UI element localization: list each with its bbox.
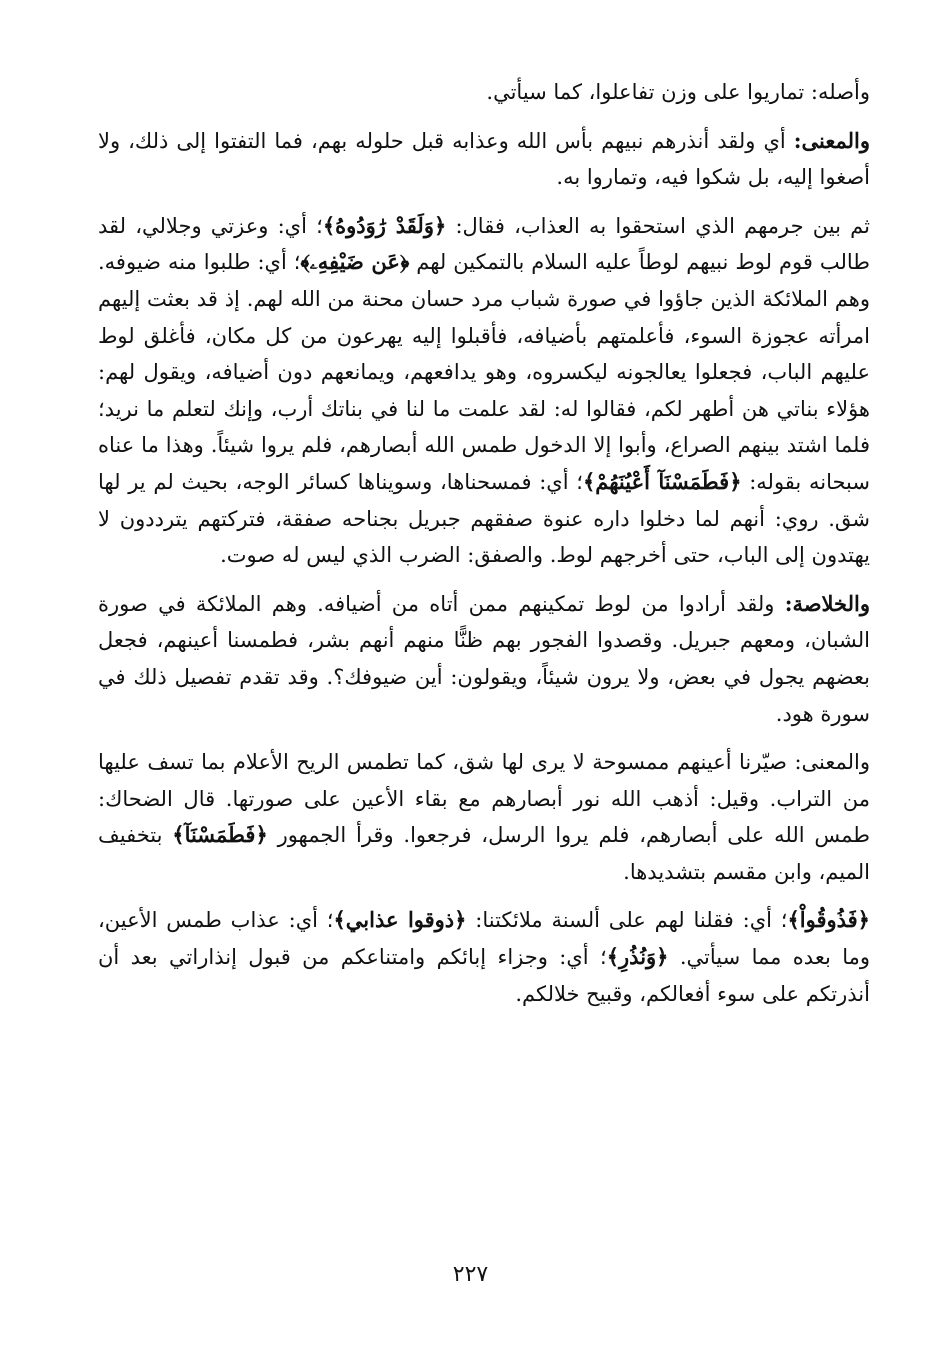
paragraph-text: ؛ أي: فقلنا لهم على ألسنة ملائكتنا: xyxy=(466,908,788,933)
paragraph-text: ؛ أي: عذاب طمس الأعين، وما بعده مما سيأتي. xyxy=(98,908,870,970)
quran-quote: ﴿فَذُوقُواْ﴾ xyxy=(787,907,870,933)
page-body xyxy=(98,74,870,1024)
quran-quote: ﴿وَلَقَدْ رَٰوَدُوهُ﴾ xyxy=(322,212,447,238)
paragraph-summary xyxy=(98,586,870,732)
paragraph-text: أي ولقد أنذرهم نبيهم بأس الله وعذابه قبل حلوله بهم، فما التفتوا إلى ذلك، ولا أصغوا إليه، بل شكوا فيه، وتماروا به. xyxy=(98,128,870,190)
quran-quote: ﴿عَن ضَيْفِهِۦ﴾ xyxy=(300,249,410,275)
quran-quote: ﴿ذوقوا عذابي﴾ xyxy=(333,907,467,933)
paragraph-text: ؛ أي: طلبوا منه ضيوفه. وهم الملائكة الذين جاؤوا في صورة شباب مرد حسان محنة من الله لهم. إذ قد بعثت إليهم امرأته عجوزة السوء، فأعلمتهم بأضيافه، فأقبلوا إليه يهرعون من كل مكان، فأغلق لوط عليهم الباب، فجعلوا يعالجونه ليكسروه، وهو يدافعهم، ويمانعهم دون أضيافه، ويقول لهم: هؤلاء بناتي هن أطهر لكم، فقالوا له: لقد علمت ما لنا في بناتك أرب، وإنك لتعلم ما نريد؛ فلما اشتد بينهم الصراع، وأبوا إلا الدخول طمس الله أبصارهم، فلم يروا شيئاً. وهذا ما عناه سبحانه بقوله: xyxy=(98,250,870,494)
quran-quote: ﴿وَنُذُرِ﴾ xyxy=(606,944,669,970)
paragraph-text: ولقد أرادوا من لوط تمكينهم ممن أتاه من أضيافه. وهم الملائكة في صورة الشبان، ومعهم جبريل. وقصدوا الفجور بهم ظنًّا منهم أنهم بشر، فطمسنا أعينهم، فجعل بعضهم يجول في بعض، ولا يرون شيئاً، ويقولون: أين ضيوفك؟. وقد تقدم تفصيل ذلك في سورة هود. xyxy=(98,591,870,726)
paragraph-explanation xyxy=(98,208,870,574)
paragraph-text: ؛ أي: وجزاء إبائكم وامتناعكم من قبول إنذاراتي بعد أن أنذرتكم على سوء أفعالكم، وقبيح خلالكم. xyxy=(98,945,870,1006)
paragraph-taste xyxy=(98,902,870,1012)
paragraph-meaning-2 xyxy=(98,744,870,890)
paragraph-text: ثم بين جرمهم الذي استحقوا به العذاب، فقال: xyxy=(446,213,870,238)
quran-quote: ﴿فَطَمَسْنَآ﴾ xyxy=(172,822,268,848)
paragraph-label: والخلاصة: xyxy=(784,590,870,616)
page-number: ٢٢٧ xyxy=(452,1262,489,1287)
paragraph-origin xyxy=(98,74,870,111)
paragraph-text: ؛ أي: وعزتي وجلالي، لقد طالب قوم لوط نبيهم لوطاً عليه السلام بالتمكين لهم xyxy=(98,213,870,275)
paragraph-text: بتخفيف الميم، وابن مقسم بتشديدها. xyxy=(98,823,870,884)
paragraph-label: والمعنى: xyxy=(793,127,870,153)
paragraph-text: ؛ أي: فمسحناها، وسويناها كسائر الوجه، بحيث لم ير لها شق. روي: أنهم لما دخلوا داره عنوة صفقهم جبريل بجناحه صفقة، فتركتهم يترددون لا يهتدون إلى الباب، حتى أخرجهم لوط. والصفق: الضرب الذي ليس له صوت. xyxy=(98,469,870,568)
paragraph-text: وأصله: تماريوا على وزن تفاعلوا، كما سيأتي. xyxy=(486,80,870,104)
paragraph-meaning xyxy=(98,123,870,196)
paragraph-text: والمعنى: صيّرنا أعينهم ممسوحة لا يرى لها شق، كما تطمس الريح الأعلام بما تسف عليها من التراب. وقيل: أذهب الله نور أبصارهم مع بقاء الأعين على صورتها. قال الضحاك: طمس الله على أبصارهم، فلم يروا الرسل، فرجعوا. وقرأ الجمهور xyxy=(98,750,870,848)
quran-quote: ﴿فَطَمَسْنَآ أَعْيُنَهُمْ﴾ xyxy=(582,468,742,494)
